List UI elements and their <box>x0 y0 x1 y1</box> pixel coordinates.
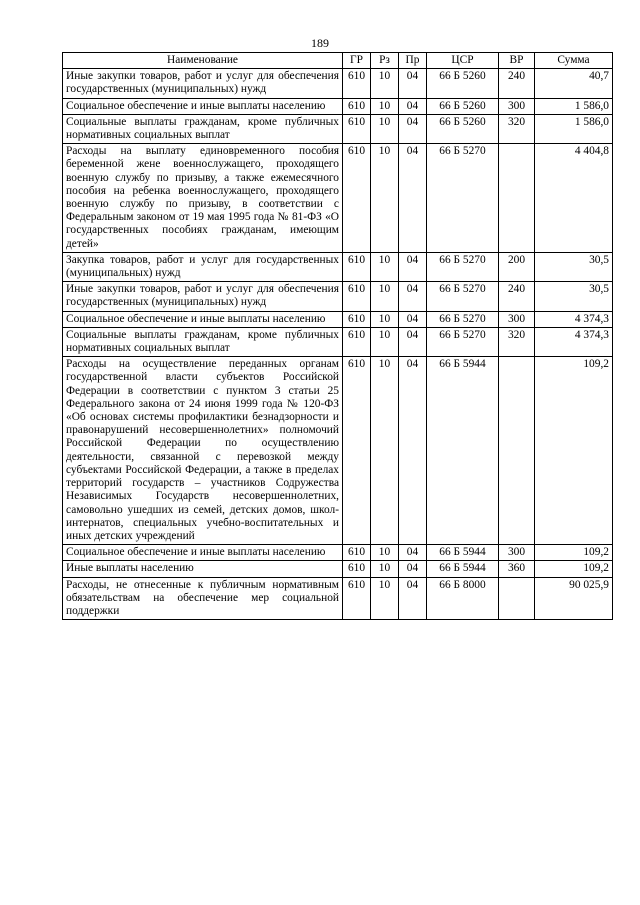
cell-sum: 40,7 <box>535 69 613 98</box>
cell-gr: 610 <box>343 114 371 143</box>
table-row <box>63 114 613 143</box>
cell-csr: 66 Б 5944 <box>427 545 499 561</box>
cell-pr: 04 <box>399 114 427 143</box>
cell-name: Расходы на осуществление переданных органам государственной власти субъектов Российской Федерации в соответствии с пунктом 3 статьи 25 Федерального закона от 24 июня 1999 года № 120-ФЗ «Об основах системы профилактики безнадзорности и правонарушений несовершеннолетних» полномочий Российской Федерации по осуществлению деятельности, связанной с перевозкой между субъектами Российской Федерации, а также в пределах территорий государств – участников Содружества Независимых Государств несовершеннолетних, самовольно ушедших из семей, детских домов, школ-интернатов, специальных учебно-воспитательных и иных детских учреждений <box>63 357 343 545</box>
cell-csr: 66 Б 5944 <box>427 561 499 577</box>
cell-rz: 10 <box>371 98 399 114</box>
cell-name: Иные закупки товаров, работ и услуг для обеспечения государственных (муниципальных) нужд <box>63 69 343 98</box>
cell-sum: 30,5 <box>535 282 613 311</box>
cell-gr: 610 <box>343 327 371 356</box>
cell-gr: 610 <box>343 69 371 98</box>
cell-csr: 66 Б 5270 <box>427 144 499 253</box>
cell-pr: 04 <box>399 561 427 577</box>
table-row <box>63 561 613 577</box>
table-row <box>63 144 613 253</box>
header-name: Наименование <box>63 53 343 69</box>
cell-rz: 10 <box>371 69 399 98</box>
cell-vr: 300 <box>499 98 535 114</box>
cell-gr: 610 <box>343 545 371 561</box>
cell-name: Закупка товаров, работ и услуг для государственных (муниципальных) нужд <box>63 252 343 281</box>
header-vr: ВР <box>499 53 535 69</box>
cell-gr: 610 <box>343 311 371 327</box>
cell-vr <box>499 357 535 545</box>
header-row <box>63 53 613 69</box>
cell-sum: 1 586,0 <box>535 114 613 143</box>
cell-name: Социальные выплаты гражданам, кроме публичных нормативных социальных выплат <box>63 327 343 356</box>
cell-pr: 04 <box>399 144 427 253</box>
cell-csr: 66 Б 5270 <box>427 311 499 327</box>
cell-rz: 10 <box>371 545 399 561</box>
cell-csr: 66 Б 5260 <box>427 114 499 143</box>
cell-name: Социальное обеспечение и иные выплаты населению <box>63 545 343 561</box>
table-row <box>63 327 613 356</box>
cell-rz: 10 <box>371 577 399 620</box>
cell-csr: 66 Б 5260 <box>427 98 499 114</box>
cell-vr: 360 <box>499 561 535 577</box>
cell-csr: 66 Б 5944 <box>427 357 499 545</box>
cell-rz: 10 <box>371 561 399 577</box>
cell-sum: 1 586,0 <box>535 98 613 114</box>
cell-name: Социальное обеспечение и иные выплаты населению <box>63 311 343 327</box>
cell-pr: 04 <box>399 545 427 561</box>
table-row <box>63 545 613 561</box>
cell-rz: 10 <box>371 282 399 311</box>
header-rz: Рз <box>371 53 399 69</box>
cell-csr: 66 Б 8000 <box>427 577 499 620</box>
header-csr: ЦСР <box>427 53 499 69</box>
cell-rz: 10 <box>371 357 399 545</box>
cell-gr: 610 <box>343 252 371 281</box>
cell-rz: 10 <box>371 252 399 281</box>
header-sum: Сумма <box>535 53 613 69</box>
header-pr: Пр <box>399 53 427 69</box>
table-row <box>63 98 613 114</box>
cell-vr: 200 <box>499 252 535 281</box>
cell-pr: 04 <box>399 252 427 281</box>
table-row <box>63 282 613 311</box>
cell-name: Расходы, не отнесенные к публичным нормативным обязательствам на обеспечение мер социальной поддержки <box>63 577 343 620</box>
cell-vr: 240 <box>499 282 535 311</box>
table-row <box>63 311 613 327</box>
cell-name: Иные выплаты населению <box>63 561 343 577</box>
header-gr: ГР <box>343 53 371 69</box>
cell-csr: 66 Б 5260 <box>427 69 499 98</box>
cell-gr: 610 <box>343 144 371 253</box>
cell-gr: 610 <box>343 282 371 311</box>
cell-vr <box>499 577 535 620</box>
cell-name: Социальное обеспечение и иные выплаты населению <box>63 98 343 114</box>
cell-csr: 66 Б 5270 <box>427 327 499 356</box>
cell-pr: 04 <box>399 577 427 620</box>
cell-sum: 30,5 <box>535 252 613 281</box>
cell-vr: 320 <box>499 327 535 356</box>
budget-table <box>62 52 613 620</box>
table-row <box>63 252 613 281</box>
cell-pr: 04 <box>399 327 427 356</box>
cell-pr: 04 <box>399 311 427 327</box>
cell-gr: 610 <box>343 357 371 545</box>
cell-vr: 300 <box>499 311 535 327</box>
cell-sum: 109,2 <box>535 357 613 545</box>
cell-csr: 66 Б 5270 <box>427 252 499 281</box>
cell-vr: 240 <box>499 69 535 98</box>
cell-name: Иные закупки товаров, работ и услуг для обеспечения государственных (муниципальных) нужд <box>63 282 343 311</box>
table-row <box>63 69 613 98</box>
page-number: 189 <box>311 36 329 50</box>
cell-sum: 109,2 <box>535 561 613 577</box>
cell-vr <box>499 144 535 253</box>
table-row <box>63 357 613 545</box>
table-row <box>63 577 613 620</box>
cell-rz: 10 <box>371 144 399 253</box>
cell-pr: 04 <box>399 69 427 98</box>
cell-vr: 300 <box>499 545 535 561</box>
cell-gr: 610 <box>343 98 371 114</box>
cell-sum: 4 374,3 <box>535 327 613 356</box>
cell-name: Социальные выплаты гражданам, кроме публичных нормативных социальных выплат <box>63 114 343 143</box>
cell-rz: 10 <box>371 114 399 143</box>
cell-vr: 320 <box>499 114 535 143</box>
cell-sum: 90 025,9 <box>535 577 613 620</box>
cell-sum: 4 404,8 <box>535 144 613 253</box>
cell-gr: 610 <box>343 577 371 620</box>
cell-pr: 04 <box>399 98 427 114</box>
cell-csr: 66 Б 5270 <box>427 282 499 311</box>
cell-pr: 04 <box>399 282 427 311</box>
cell-rz: 10 <box>371 327 399 356</box>
cell-rz: 10 <box>371 311 399 327</box>
cell-pr: 04 <box>399 357 427 545</box>
cell-gr: 610 <box>343 561 371 577</box>
cell-sum: 109,2 <box>535 545 613 561</box>
cell-sum: 4 374,3 <box>535 311 613 327</box>
cell-name: Расходы на выплату единовременного пособия беременной жене военнослужащего, проходящего военную службу по призыву, а также ежемесячного пособия на ребенка военнослужащего, проходящего военную службу по призыву, в соответствии с Федеральным законом от 19 мая 1995 года № 81-ФЗ «О государственных пособиях гражданам, имеющим детей» <box>63 144 343 253</box>
